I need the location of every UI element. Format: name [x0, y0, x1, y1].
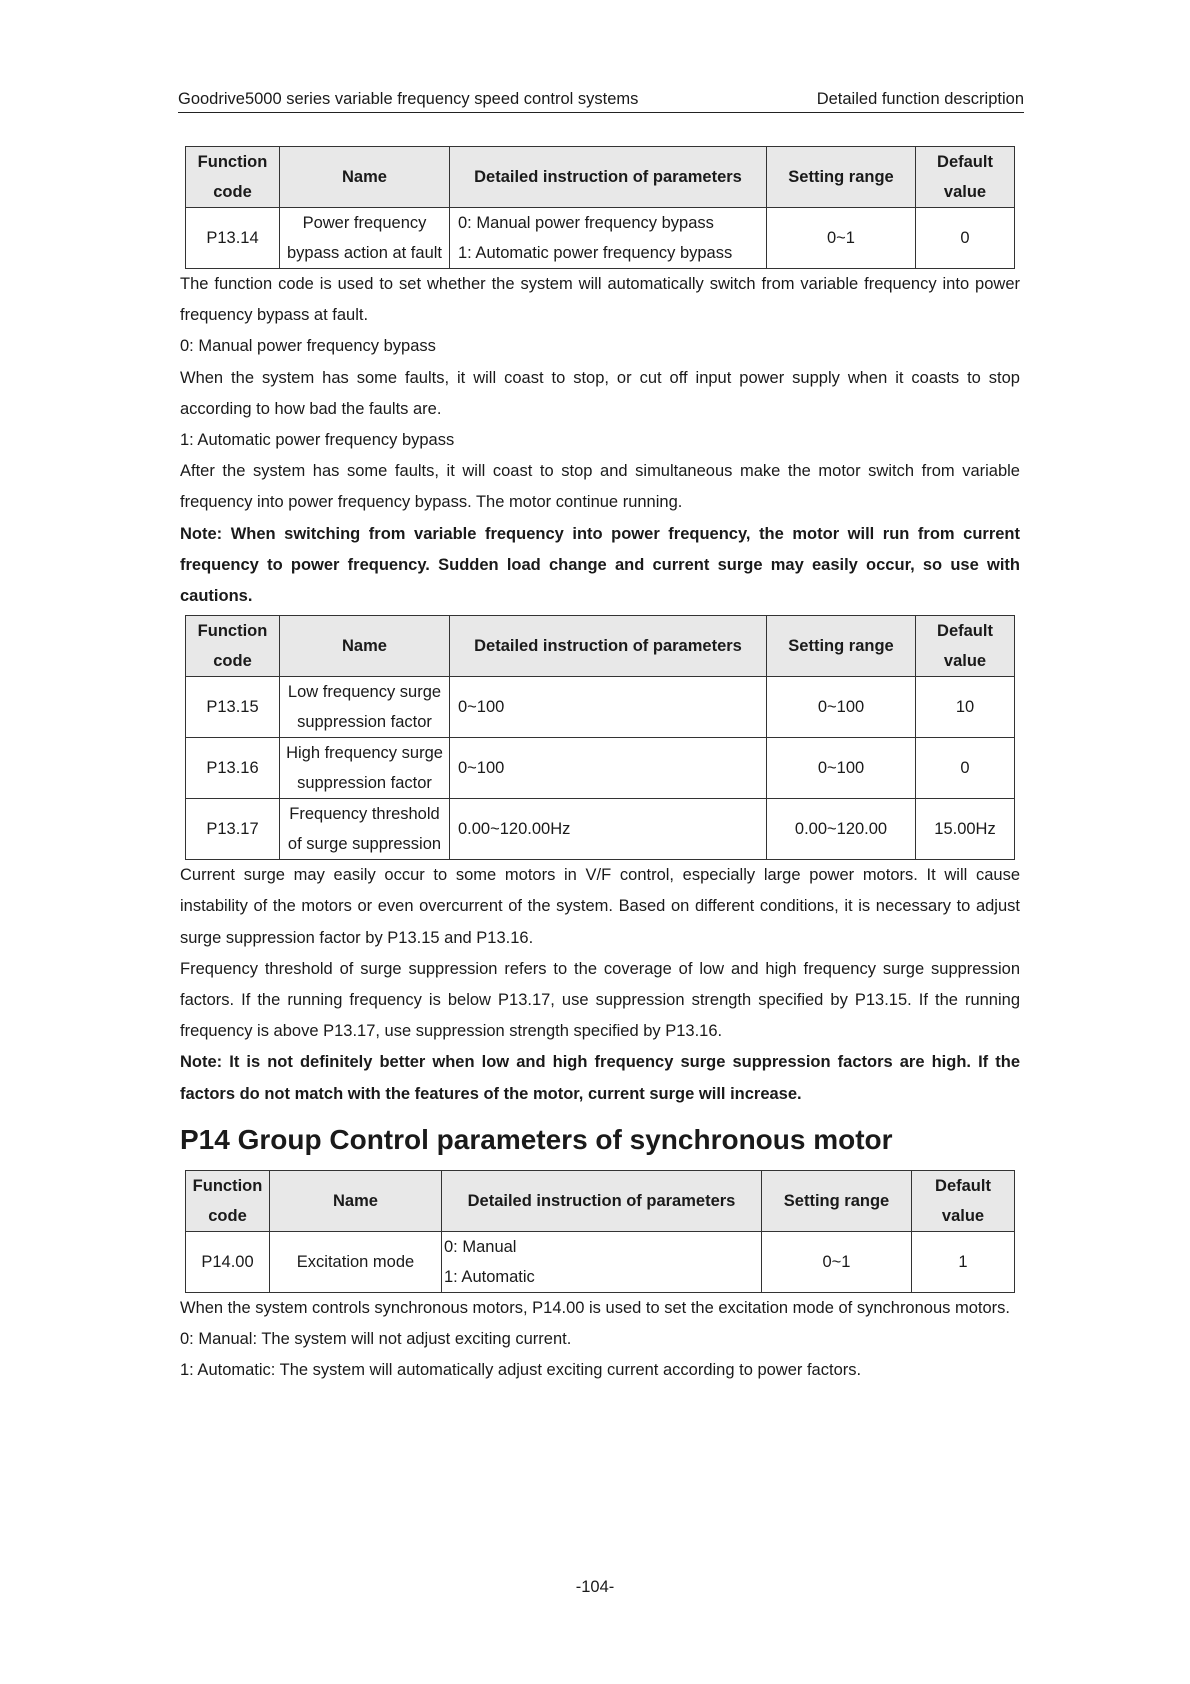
- parameter-table-p14-00: [185, 1170, 1015, 1293]
- cell-name: High frequency surge suppression factor: [280, 738, 450, 799]
- cell-detail: [450, 208, 767, 269]
- cell-default: 0: [916, 208, 1015, 269]
- paragraph: When the system has some faults, it will coast to stop, or cut off input power supply when it coasts to stop according to how bad the faults are.: [180, 368, 1020, 418]
- col-header-range: Setting range: [762, 1170, 912, 1231]
- p13-14-description: [180, 269, 1020, 612]
- cell-range: 0~1: [762, 1231, 912, 1292]
- cell-code: P14.00: [186, 1231, 270, 1292]
- table-header-row: [186, 147, 1015, 208]
- cell-code: P13.14: [186, 208, 280, 269]
- paragraph: 1: Automatic: The system will automatically adjust exciting current according to power factors.: [180, 1361, 862, 1380]
- paragraph: After the system has some faults, it will coast to stop and simultaneous make the motor switch from variable frequency into power frequency bypass. The motor continue running.: [180, 462, 1020, 512]
- p14-00-description: [180, 1293, 1020, 1387]
- paragraph: Frequency threshold of surge suppression refers to the coverage of low and high frequency surge suppression factors. If the running frequency is below P13.17, use suppression strength specified by P13.15. If the running frequency is above P13.17, use suppression strength specified by P13.16.: [180, 959, 1020, 1041]
- col-header-default: Default value: [912, 1170, 1015, 1231]
- p13-15-17-description: [180, 860, 1020, 1110]
- col-header-code: Function code: [186, 147, 280, 208]
- page-number: -104-: [575, 1578, 615, 1596]
- cell-range: 0~100: [767, 738, 916, 799]
- table-row: [186, 738, 1015, 799]
- page-header: [178, 90, 1024, 113]
- cell-default: 10: [916, 677, 1015, 738]
- cell-range: 0.00~120.00: [767, 799, 916, 860]
- col-header-default: Default value: [916, 147, 1015, 208]
- cell-default: 1: [912, 1231, 1015, 1292]
- cell-default: 0: [916, 738, 1015, 799]
- table-row: [186, 208, 1015, 269]
- col-header-detail: Detailed instruction of parameters: [450, 616, 767, 677]
- paragraph: 0: Manual power frequency bypass: [180, 337, 436, 356]
- detail-line: 1: Automatic: [444, 1267, 535, 1286]
- detail-line: 0: Manual power frequency bypass: [458, 214, 714, 232]
- cell-detail: 0~100: [450, 677, 767, 738]
- col-header-range: Setting range: [767, 147, 916, 208]
- parameter-table-p13-15-17: [185, 615, 1015, 860]
- cell-range: 0~100: [767, 677, 916, 738]
- header-title: Goodrive5000 series variable frequency speed control systems: [178, 90, 639, 108]
- cell-name: Low frequency surge suppression factor: [280, 677, 450, 738]
- detail-line: 1: Automatic power frequency bypass: [458, 244, 733, 262]
- col-header-range: Setting range: [767, 616, 916, 677]
- section-title: P14 Group Control parameters of synchronous motor: [180, 1123, 893, 1155]
- cell-range: 0~1: [767, 208, 916, 269]
- col-header-detail: Detailed instruction of parameters: [450, 147, 767, 208]
- note-paragraph: Note: It is not definitely better when low and high frequency surge suppression factors are high. If the factors do not match with the features of the motor, current surge will increase.: [180, 1053, 1020, 1103]
- document-page: [178, 90, 1024, 1386]
- parameter-table-p13-14: [185, 146, 1015, 269]
- header-section: Detailed function description: [816, 90, 1024, 108]
- cell-default: 15.00Hz: [916, 799, 1015, 860]
- cell-name: Power frequency bypass action at fault: [280, 208, 450, 269]
- col-header-default: Default value: [916, 616, 1015, 677]
- cell-name: Excitation mode: [270, 1231, 442, 1292]
- paragraph: The function code is used to set whether the system will automatically switch from variable frequency into power frequency bypass at fault.: [180, 275, 1020, 325]
- table-header-row: [186, 616, 1015, 677]
- cell-detail: 0.00~120.00Hz: [450, 799, 767, 860]
- cell-detail: 0~100: [450, 738, 767, 799]
- table-row: [186, 1231, 1015, 1292]
- paragraph: 0: Manual: The system will not adjust exciting current.: [180, 1330, 572, 1349]
- col-header-name: Name: [270, 1170, 442, 1231]
- table-row: [186, 677, 1015, 738]
- paragraph: Current surge may easily occur to some motors in V/F control, especially large power motors. It will cause instability of the motors or even overcurrent of the system. Based on different conditions, it is necessary to adjust surge suppression factor by P13.15 and P13.16.: [180, 866, 1020, 947]
- note-paragraph: Note: When switching from variable frequency into power frequency, the motor will run from current frequency to power frequency. Sudden load change and current surge may easily occur, so use with cautions.: [180, 524, 1020, 606]
- cell-code: P13.16: [186, 738, 280, 799]
- col-header-code: Function code: [186, 616, 280, 677]
- cell-code: P13.17: [186, 799, 280, 860]
- cell-code: P13.15: [186, 677, 280, 738]
- col-header-detail: Detailed instruction of parameters: [442, 1170, 762, 1231]
- col-header-code: Function code: [186, 1170, 270, 1231]
- col-header-name: Name: [280, 147, 450, 208]
- cell-name: Frequency threshold of surge suppression: [280, 799, 450, 860]
- detail-line: 0: Manual: [444, 1237, 517, 1256]
- col-header-name: Name: [280, 616, 450, 677]
- paragraph: When the system controls synchronous motors, P14.00 is used to set the excitation mode of synchronous motors.: [180, 1298, 1010, 1317]
- paragraph: 1: Automatic power frequency bypass: [180, 431, 455, 450]
- table-row: [186, 799, 1015, 860]
- cell-detail: [442, 1231, 762, 1292]
- table-header-row: [186, 1170, 1015, 1231]
